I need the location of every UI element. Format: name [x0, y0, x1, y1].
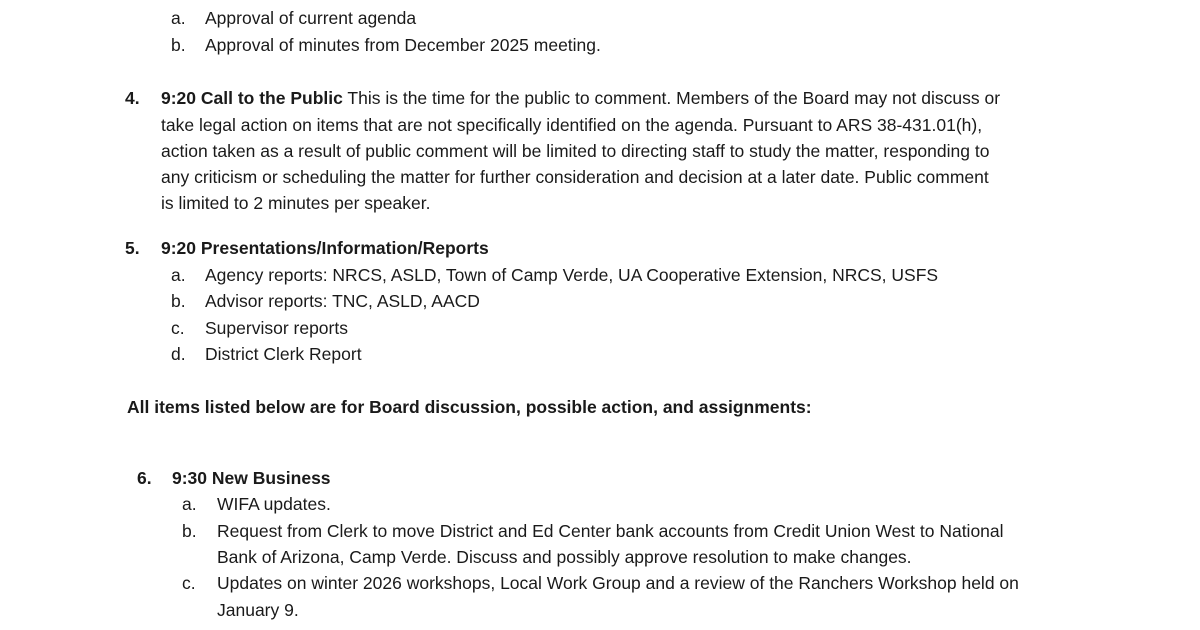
item6-number: 6. [137, 468, 152, 488]
board-action-notice: All items listed below are for Board discussion, possible action, and assignments: [127, 397, 812, 417]
item3-a-text: Approval of current agenda [205, 8, 417, 28]
item4-text-2: take legal action on items that are not specifically identified on the agenda. Pursuant to ARS 38-431.01(h), [161, 115, 983, 135]
item4-text-4: any criticism or scheduling the matter for further consideration and decision at a later date. Public comment [161, 167, 989, 187]
item5-heading: 9:20 Presentations/Information/Reports [161, 238, 489, 258]
item4-heading: 9:20 Call to the Public [161, 88, 343, 108]
item5-b-text: Advisor reports: TNC, ASLD, AACD [205, 291, 480, 311]
item3-a-letter: a. [171, 8, 186, 28]
item6-heading: 9:30 New Business [172, 468, 331, 488]
item5-number: 5. [125, 238, 140, 258]
item6-c-text-1: Updates on winter 2026 workshops, Local Work Group and a review of the Ranchers Workshop held on [217, 573, 1019, 593]
item6-b-letter: b. [182, 521, 197, 541]
item5-c-letter: c. [171, 318, 185, 338]
item4-text-5: is limited to 2 minutes per speaker. [161, 193, 431, 213]
item5-d-text: District Clerk Report [205, 344, 362, 364]
item6-a-text: WIFA updates. [217, 494, 331, 514]
item3-b-letter: b. [171, 35, 186, 55]
item4-text-3: action taken as a result of public comment will be limited to directing staff to study the matter, responding to [161, 141, 990, 161]
item6-b-text-1: Request from Clerk to move District and Ed Center bank accounts from Credit Union West to National [217, 521, 1004, 541]
item4-number: 4. [125, 88, 140, 108]
item5-a-text: Agency reports: NRCS, ASLD, Town of Camp Verde, UA Cooperative Extension, NRCS, USFS [205, 265, 939, 285]
item3-b-text: Approval of minutes from December 2025 meeting. [205, 35, 601, 55]
item5-d-letter: d. [171, 344, 186, 364]
item6-c-text-2: January 9. [217, 600, 299, 620]
item5-a-letter: a. [171, 265, 186, 285]
item6-c-letter: c. [182, 573, 196, 593]
item5-b-letter: b. [171, 291, 186, 311]
item6-a-letter: a. [182, 494, 197, 514]
item4-line-1 [161, 88, 1000, 109]
item5-c-text: Supervisor reports [205, 318, 348, 338]
item4-text-1: This is the time for the public to comment. Members of the Board may not discuss or [347, 88, 1001, 108]
item6-b-text-2: Bank of Arizona, Camp Verde. Discuss and possibly approve resolution to make changes. [217, 547, 912, 567]
